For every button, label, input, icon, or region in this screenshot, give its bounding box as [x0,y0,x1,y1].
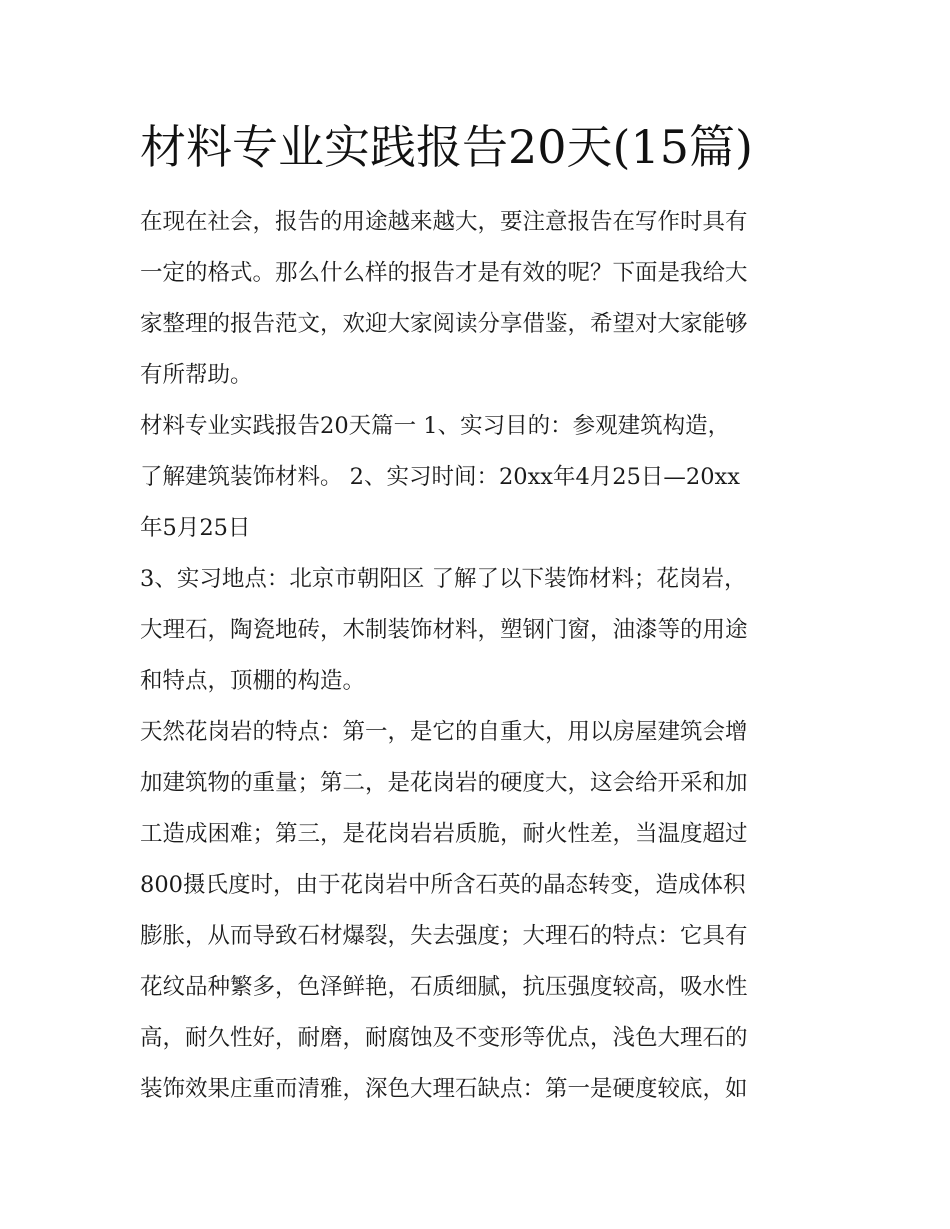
document-title: 材料专业实践报告20天(15篇) [140,120,753,174]
body-line: 高，耐久性好，耐磨，耐腐蚀及不变形等优点，浅色大理石的 [140,1025,748,1051]
body-line: 加建筑物的重量；第二，是花岗岩的硬度大，这会给开采和加 [140,770,748,796]
body-line: 年5月25日 [140,515,251,541]
body-line: 800摄氏度时，由于花岗岩中所含石英的晶态转变，造成体积 [140,872,746,898]
body-line: 装饰效果庄重而清雅，深色大理石缺点：第一是硬度较底，如 [140,1076,748,1102]
body-line: 花纹品种繁多，色泽鲜艳，石质细腻，抗压强度较高，吸水性 [140,974,748,1000]
body-line: 一定的格式。那么什么样的报告才是有效的呢？下面是我给大 [140,260,748,286]
document-body [140,197,830,1115]
body-line: 3、实习地点：北京市朝阳区 了解了以下装饰材料；花岗岩， [140,566,747,592]
body-line: 了解建筑装饰材料。 2、实习时间：20xx年4月25日—20xx [140,464,740,490]
body-line: 大理石，陶瓷地砖，木制装饰材料，塑钢门窗，油漆等的用途 [140,617,748,643]
body-line: 家整理的报告范文，欢迎大家阅读分享借鉴，希望对大家能够 [140,311,748,337]
body-line: 天然花岗岩的特点：第一，是它的自重大，用以房屋建筑会增 [140,719,748,745]
body-line: 在现在社会，报告的用途越来越大，要注意报告在写作时具有 [140,209,748,235]
body-line: 有所帮助。 [140,362,253,388]
body-line: 材料专业实践报告20天篇一 1、实习目的：参观建筑构造， [140,413,731,439]
body-line: 和特点，顶棚的构造。 [140,668,366,694]
body-line: 工造成困难；第三，是花岗岩岩质脆，耐火性差，当温度超过 [140,821,748,847]
body-line: 膨胀，从而导致石材爆裂，失去强度；大理石的特点：它具有 [140,923,748,949]
